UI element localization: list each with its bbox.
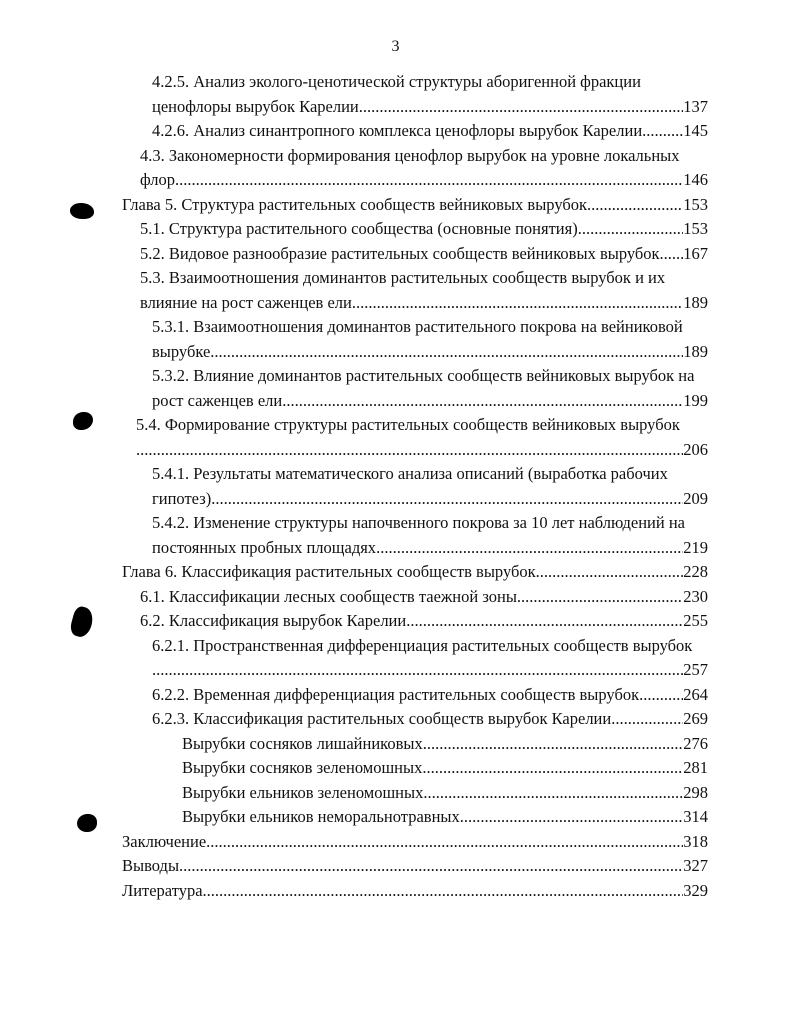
- toc-entry-page: 153: [683, 219, 708, 238]
- toc-entry[interactable]: [140, 217, 708, 241]
- toc-entry-page: 137: [683, 97, 708, 116]
- toc-entry-title: 6.2.1. Пространственная дифференциация растительных сообществ вырубок: [152, 636, 693, 655]
- toc-entry[interactable]: [152, 487, 708, 511]
- toc-entry-title: флор: [140, 170, 176, 189]
- toc-entry[interactable]: [122, 879, 708, 903]
- leader-dots: [642, 119, 683, 143]
- toc-entry-page: 327: [683, 856, 708, 875]
- toc-entry-title: Глава 6. Классификация растительных сообществ вырубок: [122, 562, 536, 581]
- toc-entry-title: 5.4. Формирование структуры растительных сообществ вейниковых вырубок: [136, 415, 680, 434]
- toc-entry[interactable]: [152, 658, 708, 682]
- toc-entry-title: Вырубки сосняков лишайниковых: [182, 734, 423, 753]
- toc-entry-page: 276: [683, 734, 708, 753]
- toc-entry-title: Вырубки ельников зеленомошных: [182, 783, 424, 802]
- toc-entry[interactable]: [182, 756, 708, 780]
- leader-dots: [660, 242, 684, 266]
- toc-entry-page: 298: [683, 783, 708, 802]
- leader-dots: [203, 879, 684, 903]
- toc-entry-title: 5.4.1. Результаты математического анализа описаний (выработка рабочих: [152, 464, 668, 483]
- toc-entry[interactable]: [136, 438, 708, 462]
- toc-entry-title: 4.3. Закономерности формирования ценофлор вырубок на уровне локальных: [140, 146, 680, 165]
- toc-entry[interactable]: [140, 291, 708, 315]
- toc-entry[interactable]: [152, 389, 708, 413]
- toc-entry-title: 5.1. Структура растительного сообщества (основные понятия): [140, 219, 578, 238]
- toc-entry[interactable]: [152, 462, 668, 486]
- toc-entry-page: 145: [683, 121, 708, 140]
- toc-entry[interactable]: [152, 511, 685, 535]
- toc-entry-page: 255: [683, 611, 708, 630]
- toc-entry-page: 209: [683, 489, 708, 508]
- toc-entry-title: ценофлоры вырубок Карелии: [152, 97, 359, 116]
- toc-entry-page: 199: [683, 391, 708, 410]
- toc-entry-page: 153: [683, 195, 708, 214]
- toc-entry[interactable]: [152, 683, 708, 707]
- toc-entry[interactable]: [152, 315, 683, 339]
- toc-entry-title: влияние на рост саженцев ели: [140, 293, 352, 312]
- toc-entry[interactable]: [122, 854, 708, 878]
- toc-entry-title: Глава 5. Структура растительных сообществ вейниковых вырубок: [122, 195, 588, 214]
- toc-entry-page: 230: [683, 587, 708, 606]
- leader-dots: [206, 830, 683, 854]
- scan-blot-mark: [77, 814, 97, 832]
- leader-dots: [376, 536, 683, 560]
- leader-dots: [210, 340, 683, 364]
- leader-dots: [179, 854, 683, 878]
- leader-dots: [536, 560, 684, 584]
- toc-entry-page: 314: [683, 807, 708, 826]
- toc-entry[interactable]: [136, 413, 680, 437]
- toc-entry-title: 6.2.2. Временная дифференциация растительных сообществ вырубок: [152, 685, 640, 704]
- toc-entry[interactable]: [152, 95, 708, 119]
- scan-blot-mark: [73, 412, 93, 430]
- toc-entry[interactable]: [140, 585, 708, 609]
- leader-dots: [152, 658, 683, 682]
- toc-entry[interactable]: [152, 634, 692, 658]
- scan-blot-mark: [68, 605, 95, 639]
- toc-entry-title: 4.2.5. Анализ эколого-ценотической структуры аборигенной фракции: [152, 72, 641, 91]
- leader-dots: [352, 291, 683, 315]
- toc-entry[interactable]: [140, 168, 708, 192]
- toc-entry[interactable]: [122, 830, 708, 854]
- toc-entry-title: 5.3.1. Взаимоотношения доминантов растительного покрова на вейниковой: [152, 317, 683, 336]
- toc-entry[interactable]: [182, 805, 708, 829]
- toc-entry-title: Вырубки сосняков зеленомошных: [182, 758, 423, 777]
- toc-entry-title: Заключение: [122, 832, 207, 851]
- toc-entry-title: постоянных пробных площадях: [152, 538, 377, 557]
- toc-entry-chapter[interactable]: [122, 193, 708, 217]
- toc-entry-page: 206: [683, 440, 708, 459]
- toc-entry-title: 5.4.2. Изменение структуры напочвенного покрова за 10 лет наблюдений на: [152, 513, 685, 532]
- leader-dots: [136, 438, 683, 462]
- toc-entry-page: 146: [683, 170, 708, 189]
- toc-entry[interactable]: [182, 732, 708, 756]
- toc-entry-page: 264: [683, 685, 708, 704]
- toc-entry-title: 5.2. Видовое разнообразие растительных сообществ вейниковых вырубок: [140, 244, 660, 263]
- leader-dots: [517, 585, 683, 609]
- toc-entry-chapter[interactable]: [122, 560, 708, 584]
- toc-entry[interactable]: [152, 536, 708, 560]
- toc-entry-page: 281: [683, 758, 708, 777]
- toc-entry-title: 5.3. Взаимоотношения доминантов растительных сообществ вырубок и их: [140, 268, 666, 287]
- toc-entry-title: 6.2. Классификация вырубок Карелии: [140, 611, 407, 630]
- toc-entry[interactable]: [152, 364, 694, 388]
- toc-entry-title: рост саженцев ели: [152, 391, 283, 410]
- leader-dots: [175, 168, 683, 192]
- leader-dots: [422, 756, 683, 780]
- page-number: 3: [391, 38, 400, 55]
- leader-dots: [611, 707, 683, 731]
- toc-entry-title: 6.1. Классификации лесных сообществ таежной зоны: [140, 587, 517, 606]
- leader-dots: [578, 217, 684, 241]
- toc-entry[interactable]: [152, 70, 641, 94]
- toc-entry-title: гипотез).: [152, 489, 216, 508]
- toc-entry-title: 5.3.2. Влияние доминантов растительных сообществ вейниковых вырубок на: [152, 366, 695, 385]
- scan-blot-mark: [70, 203, 94, 219]
- leader-dots: [215, 487, 683, 511]
- leader-dots: [587, 193, 683, 217]
- toc-entry-page: 257: [683, 660, 708, 679]
- toc-entry-title: Литература: [122, 881, 203, 900]
- toc-entry[interactable]: [152, 707, 708, 731]
- leader-dots: [460, 805, 684, 829]
- toc-entry-page: 189: [683, 342, 708, 361]
- toc-entry-page: 219: [683, 538, 708, 557]
- toc-entry-page: 167: [683, 244, 708, 263]
- toc-entry-page: 228: [683, 562, 708, 581]
- toc-entry-page: 318: [683, 832, 708, 851]
- leader-dots: [423, 781, 683, 805]
- toc-entry[interactable]: [152, 340, 708, 364]
- leader-dots: [639, 683, 683, 707]
- toc-entry[interactable]: [140, 609, 708, 633]
- toc-entry-title: 4.2.6. Анализ синантропного комплекса ценофлоры вырубок Карелии: [152, 121, 643, 140]
- leader-dots: [359, 95, 683, 119]
- toc-entry[interactable]: [140, 266, 665, 290]
- toc-entry[interactable]: [140, 144, 679, 168]
- toc-entry-page: 189: [683, 293, 708, 312]
- toc-entry[interactable]: [182, 781, 708, 805]
- toc-entry[interactable]: [152, 119, 708, 143]
- leader-dots: [423, 732, 684, 756]
- toc-entry-page: 329: [683, 881, 708, 900]
- toc-entry-page: 269: [683, 709, 708, 728]
- leader-dots: [406, 609, 683, 633]
- toc-entry-title: Вырубки ельников неморальнотравных: [182, 807, 460, 826]
- leader-dots: [282, 389, 683, 413]
- toc-entry-title: вырубке: [152, 342, 211, 361]
- toc-entry[interactable]: [140, 242, 708, 266]
- toc-entry-title: 6.2.3. Классификация растительных сообществ вырубок Карелии: [152, 709, 612, 728]
- toc-entry-title: Выводы: [122, 856, 180, 875]
